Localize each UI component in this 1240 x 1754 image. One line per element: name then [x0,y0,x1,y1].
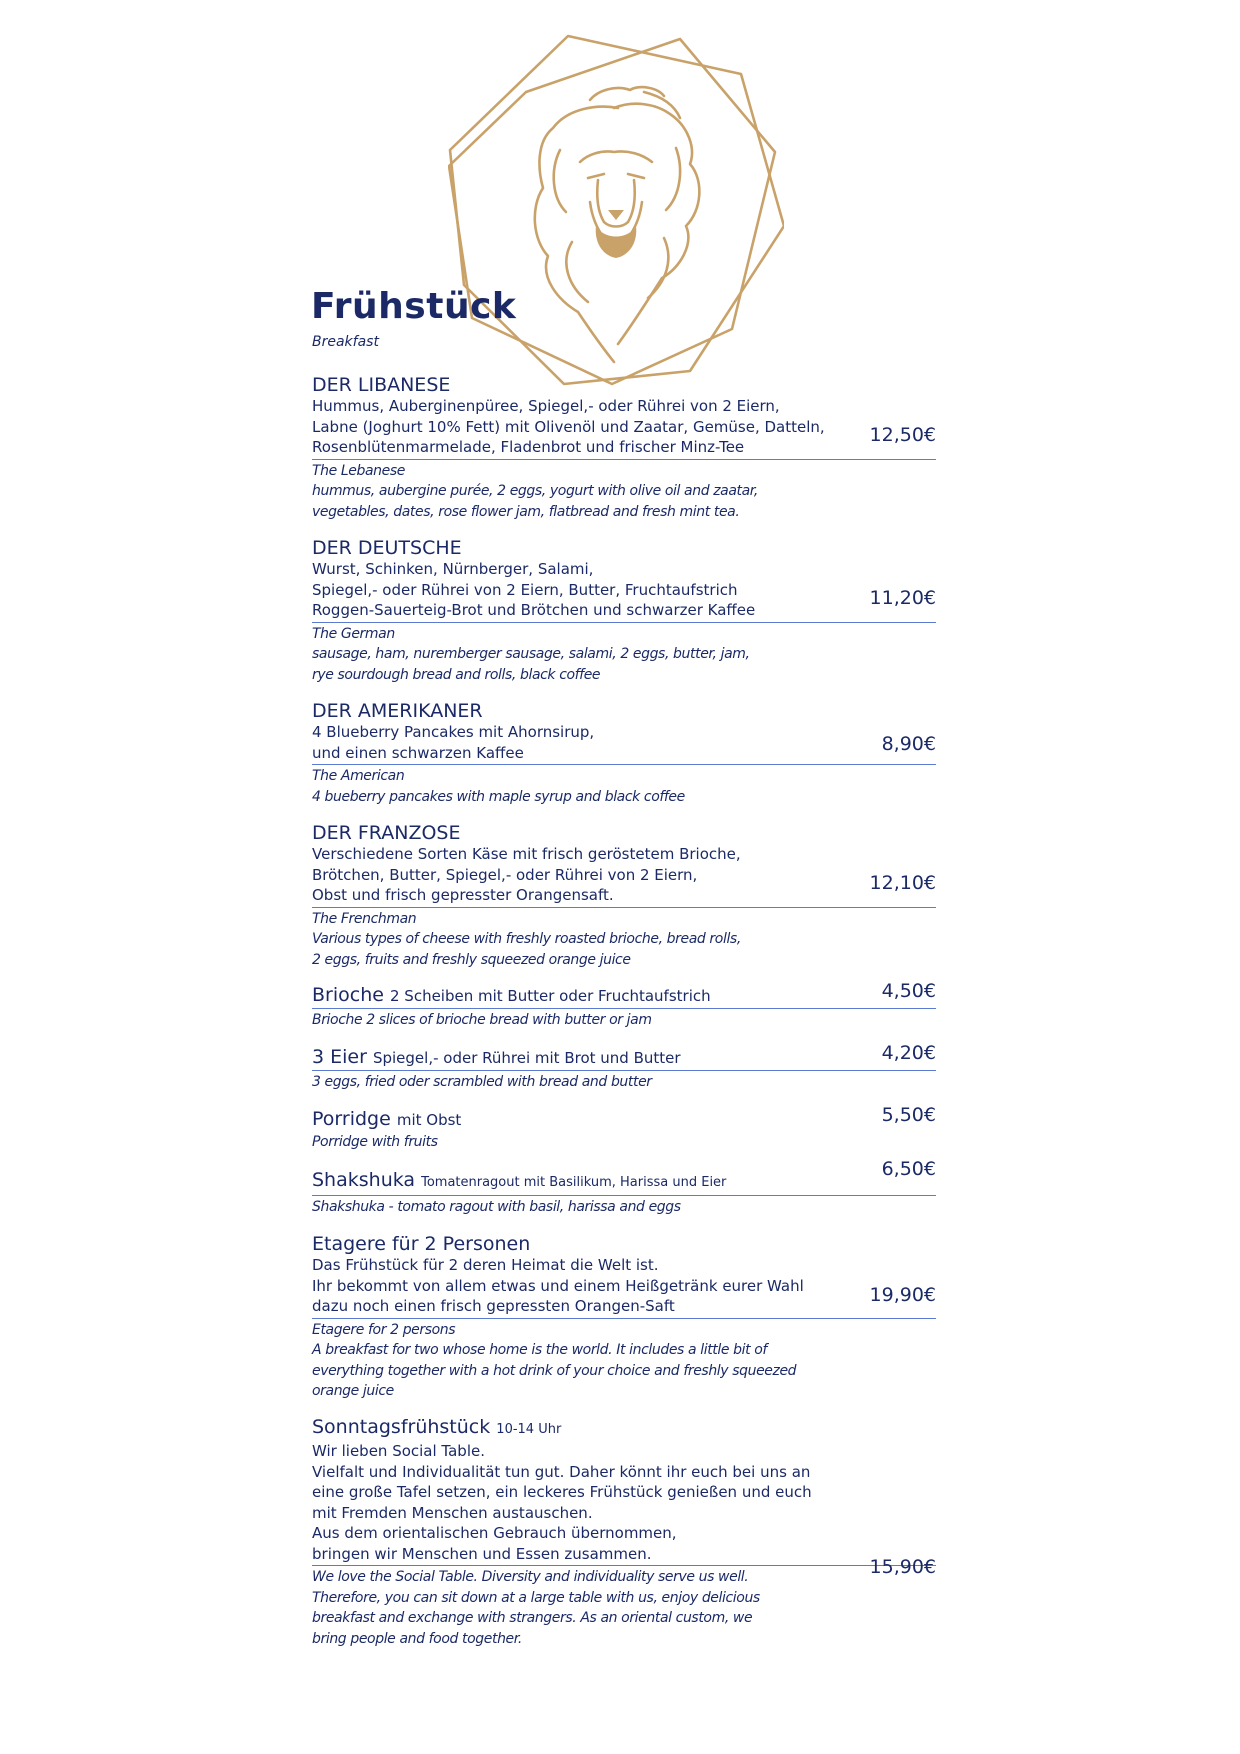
desc-line: Obst und frisch gepresster Orangensaft. [312,886,614,904]
item-name [312,1169,936,1194]
item-name [312,1046,936,1069]
en-line: rye sourdough bread and rolls, black coffee [312,666,601,683]
divider [312,459,936,460]
en-line: The Lebanese [312,462,405,479]
desc-line: Ihr bekommt von allem etwas und einem Heißgetränk eurer Wahl [312,1276,804,1295]
menu-item-etagere [312,1233,936,1402]
item-name-text: Shakshuka [312,1169,416,1191]
item-english [312,1132,936,1153]
item-name-text: Brioche [312,984,384,1006]
divider [312,1008,936,1009]
item-subtitle: Tomatenragout mit Basilikum, Harissa und Eier [421,1175,727,1190]
desc-line: mit Fremden Menschen austauschen. [312,1503,593,1522]
item-name: DER AMERIKANER [312,700,483,722]
menu-item-shakshuka [312,1158,936,1218]
desc-line: Wurst, Schinken, Nürnberger, Salami, [312,560,594,578]
item-description [312,1441,936,1564]
item-subtitle: 2 Scheiben mit Butter oder Fruchtaufstrich [389,987,711,1005]
menu-item-porridge [312,1104,936,1153]
en-line: A breakfast for two whose home is the world. It includes a little bit of [312,1342,767,1358]
en-line: 4 bueberry pancakes with maple syrup and black coffee [312,788,685,805]
menu-item-eier [312,1042,936,1093]
item-price: 12,10€ [869,872,936,894]
lion-logo-icon [448,30,784,386]
item-name-text: 3 Eier [312,1046,367,1068]
menu-item-libanese [312,374,936,522]
item-name [312,984,936,1007]
item-price: 12,50€ [869,424,936,446]
item-description [312,1255,936,1317]
en-line: bring people and food together. [312,1630,522,1647]
menu-item-deutsche [312,537,936,685]
item-price: 8,90€ [881,733,936,755]
en-line: 3 eggs, fried oder scrambled with bread and butter [312,1074,652,1090]
item-name [312,1108,936,1131]
item-description [312,396,936,458]
item-name: DER FRANZOSE [312,822,461,844]
desc-line: dazu noch einen frisch gepressten Orangen-Saft [312,1297,675,1315]
item-english [312,1567,936,1649]
divider [312,1318,936,1319]
item-english [312,1072,936,1093]
item-english [312,909,936,971]
divider [312,622,936,623]
desc-line: Verschiedene Sorten Käse mit frisch geröstetem Brioche, [312,845,741,863]
en-line: Etagere for 2 persons [312,1321,456,1338]
desc-line: Rosenblütenmarmelade, Fladenbrot und frischer Minz-Tee [312,438,745,456]
en-line: The Frenchman [312,910,417,927]
en-line: Various types of cheese with freshly roasted brioche, bread rolls, [312,931,741,947]
en-line: orange juice [312,1383,394,1399]
item-subtitle: mit Obst [396,1111,462,1129]
item-price: 6,50€ [881,1158,936,1180]
en-line: The German [312,625,395,642]
desc-line: Hummus, Auberginenpüree, Spiegel,- oder Rührei von 2 Eiern, [312,397,780,415]
desc-line: Das Frühstück für 2 deren Heimat die Welt ist. [312,1256,659,1274]
en-line: The American [312,768,405,784]
item-english [312,624,936,686]
item-english [312,1010,936,1031]
item-english [312,1197,936,1218]
desc-line: Brötchen, Butter, Spiegel,- oder Rührei von 2 Eiern, [312,865,698,884]
item-description [312,559,936,621]
desc-line: Spiegel,- oder Rührei von 2 Eiern, Butter, Fruchtaufstrich [312,580,738,599]
item-price: 5,50€ [881,1104,936,1126]
item-price: 4,20€ [881,1042,936,1064]
menu-item-amerikaner [312,700,936,807]
en-line: Therefore, you can sit down at a large table with us, enjoy delicious [312,1589,760,1606]
desc-line: Vielfalt und Individualität tun gut. Daher könnt ihr euch bei uns an [312,1462,811,1481]
menu-item-sonntagsfruehstueck [312,1416,936,1649]
divider [312,907,936,908]
item-price: 11,20€ [869,587,936,609]
item-price: 4,50€ [881,980,936,1002]
item-english [312,766,936,807]
desc-line: eine große Tafel setzen, ein leckeres Frühstück genießen und euch [312,1483,812,1501]
item-description [312,844,936,906]
item-name [312,1416,936,1441]
en-line: 2 eggs, fruits and freshly squeezed orange juice [312,951,631,968]
desc-line: Wir lieben Social Table. [312,1442,485,1460]
en-line: everything together with a hot drink of your choice and freshly squeezed [312,1362,797,1379]
divider [312,1195,936,1196]
divider [312,1070,936,1071]
divider [312,1565,936,1566]
item-name: DER DEUTSCHE [312,537,462,559]
item-subtitle: 10-14 Uhr [496,1422,562,1437]
desc-line: Roggen-Sauerteig-Brot und Brötchen und schwarzer Kaffee [312,601,756,619]
en-line: Porridge with fruits [312,1134,438,1150]
item-name: DER LIBANESE [312,374,451,396]
page-subtitle: Breakfast [312,334,379,350]
divider [312,764,936,765]
desc-line: Labne (Joghurt 10% Fett) mit Olivenöl und Zaatar, Gemüse, Datteln, [312,417,825,436]
item-name-text: Porridge [312,1108,391,1130]
en-line: vegetables, dates, rose flower jam, flatbread and fresh mint tea. [312,503,740,520]
en-line: breakfast and exchange with strangers. As an oriental custom, we [312,1610,753,1626]
item-name: Etagere für 2 Personen [312,1233,531,1255]
en-line: We love the Social Table. Diversity and individuality serve us well. [312,1569,749,1585]
item-description [312,722,936,763]
item-subtitle: Spiegel,- oder Rührei mit Brot und Butter [372,1049,681,1067]
desc-line: 4 Blueberry Pancakes mit Ahornsirup, [312,723,595,741]
item-name-text: Sonntagsfrühstück [312,1416,491,1438]
desc-line: und einen schwarzen Kaffee [312,743,524,762]
en-line: hummus, aubergine purée, 2 eggs, yogurt with olive oil and zaatar, [312,483,758,499]
item-price: 19,90€ [869,1284,936,1306]
desc-line: Aus dem orientalischen Gebrauch übernommen, [312,1524,677,1542]
menu-item-brioche [312,980,936,1031]
desc-line: bringen wir Menschen und Essen zusammen. [312,1544,652,1563]
item-english [312,1320,936,1402]
en-line: sausage, ham, nuremberger sausage, salami, 2 eggs, butter, jam, [312,646,750,662]
item-english [312,461,936,523]
en-line: Brioche 2 slices of brioche bread with butter or jam [312,1012,652,1028]
page-title: Frühstück [311,286,517,327]
en-line: Shakshuka - tomato ragout with basil, harissa and eggs [312,1199,681,1215]
menu-item-franzose [312,822,936,970]
item-price: 15,90€ [869,1556,936,1578]
